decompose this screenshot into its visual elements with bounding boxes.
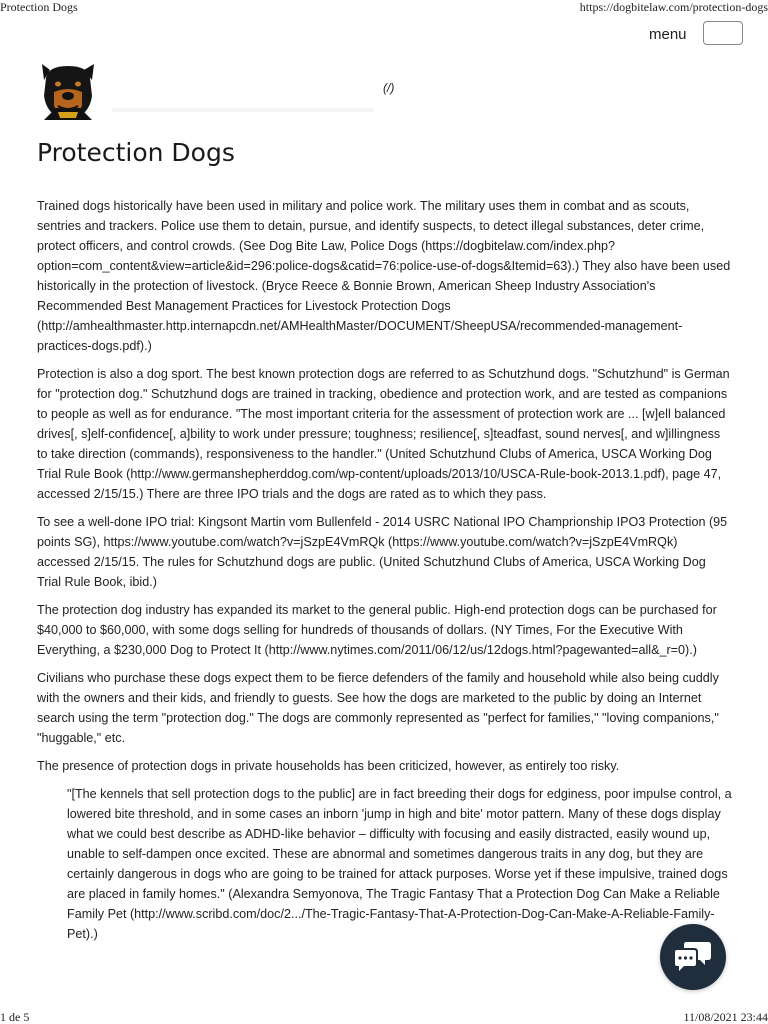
chat-button[interactable] — [660, 924, 726, 990]
paragraph-industry: The protection dog industry has expanded its market to the general public. High-end protection dogs can be purchased for $40,000 to $60,000, with some dogs selling for hundreds of thousands of dollars. (NY Times, For the Executive With Everything, a $230,000 Dog to Protect It (http://www.nytimes.com/2011/06/12/us/12dogs.html?pagewanted=all&_r=0).) — [37, 603, 717, 657]
paragraph-schutzhund: Protection is also a dog sport. The best known protection dogs are referred to as Schutzhund dogs. "Schutzhund" is German for "protection dog." Schutzhund dogs are trained in tracking, obedience and protection work, and are tested as companions to people as well as for endurance. "The most important criteria for the assessment of protection work are ... [w]ell balanced drives[, s]elf-confidence[, a]bility to work under pressure; toughness; resilience[, s]teadfast, sound nerves[, and w]illingness to take direction (commands), responsiveness to the handler." (United Schutzhund Clubs of America, USCA Working Dog Trial Rule Book (http://www.germanshepherddog.com/wp-content/uploads/2013/10/USCA-Rule-book-2013.1.pdf), page 47, accessed 2/15/15.) There are three IPO trials and the dogs are rated as to which they pass. — [37, 367, 730, 501]
quote-block — [67, 784, 733, 944]
paragraph-criticism: The presence of protection dogs in private households has been criticized, however, as entirely too risky. — [37, 759, 620, 773]
paragraph-military-police: Trained dogs historically have been used in military and police work. The military uses them in combat and as scouts, sentries and trackers. Police use them to detain, pursue, and identify suspects, to detect illegal substances, deter crime, protect officers, and control crowds. (See Dog Bite Law, Police Dogs (https://dogbitelaw.com/index.php?option=com_content&view=article&id=296:police-dogs&catid=76:police-use-of-dogs&Itemid=63).) They also have been used historically in the protection of livestock. (Bryce Reece & Bonnie Brown, American Sheep Industry Association's Recommended Best Management Practices for Livestock Protection Dogs (http://amhealthmaster.http.internapcdn.net/AMHealthMaster/DOCUMENT/SheepUSA/recommended-management-practices-dogs.pdf).) — [37, 199, 731, 353]
article-body — [37, 196, 733, 944]
paragraph-ipo-trial: To see a well-done IPO trial: Kingsont Martin vom Bullenfeld - 2014 USRC National IPO Champrionship IPO3 Protection (95 points SG), https://www.youtube.com/watch?v=jSzpE4VmRQk (https://www.youtube.com/watch?v=jSzpE4VmRQk) accessed 2/15/15. The rules for Schutzhund dogs are public. (United Schutzhund Clubs of America, USCA Working Dog Trial Rule Book, ibid.) — [37, 515, 728, 589]
chat-bubbles-icon — [674, 940, 712, 974]
print-footer-timestamp: 11/08/2021 23:44 — [683, 1010, 768, 1024]
menu-label[interactable]: menu — [649, 26, 687, 43]
print-header-title: Protection Dogs — [0, 0, 78, 14]
site-wordmark-logo[interactable] — [112, 70, 374, 116]
paragraph-civilians: Civilians who purchase these dogs expect them to be fierce defenders of the family and household while also being cuddly with the owners and their kids, and friendly to guests. See how the dogs are marketed to the public by doing an Internet search using the term "protection dog." The dogs are commonly represented as "perfect for families," "loving companions," "huggable," etc. — [37, 671, 719, 745]
home-link[interactable]: (/) — [383, 81, 395, 95]
rottweiler-dog-logo-icon[interactable] — [36, 62, 100, 122]
menu-toggle-button[interactable] — [703, 21, 743, 45]
page-title: Protection Dogs — [37, 138, 235, 167]
print-header-url: https://dogbitelaw.com/protection-dogs — [579, 0, 768, 14]
quote-text: "[The kennels that sell protection dogs to the public] are in fact breeding their dogs for edginess, poor impulse control, a lowered bite threshold, and in some cases an inborn 'jump in high and bite' motor pattern. Many of these dogs display what we could best describe as ADHD-like behavior – difficulty with focusing and easily distracted, easily wound up, unable to self-dampen once excited. These are abnormal and sometimes dangerous traits in any dog, but they are certainly dangerous in dogs who are going to be trained for attack purposes. Worse yet if these impulsive, trained dogs are placed in family homes." (Alexandra Semyonova, The Tragic Fantasy That a Protection Dog Can Make a Reliable Family Pet (http://www.scribd.com/doc/2.../The-Tragic-Fantasy-That-A-Protection-Dog-Can-Make-A-Reliable-Family-Pet).) — [67, 787, 732, 941]
print-footer-page: 1 de 5 — [0, 1010, 30, 1024]
